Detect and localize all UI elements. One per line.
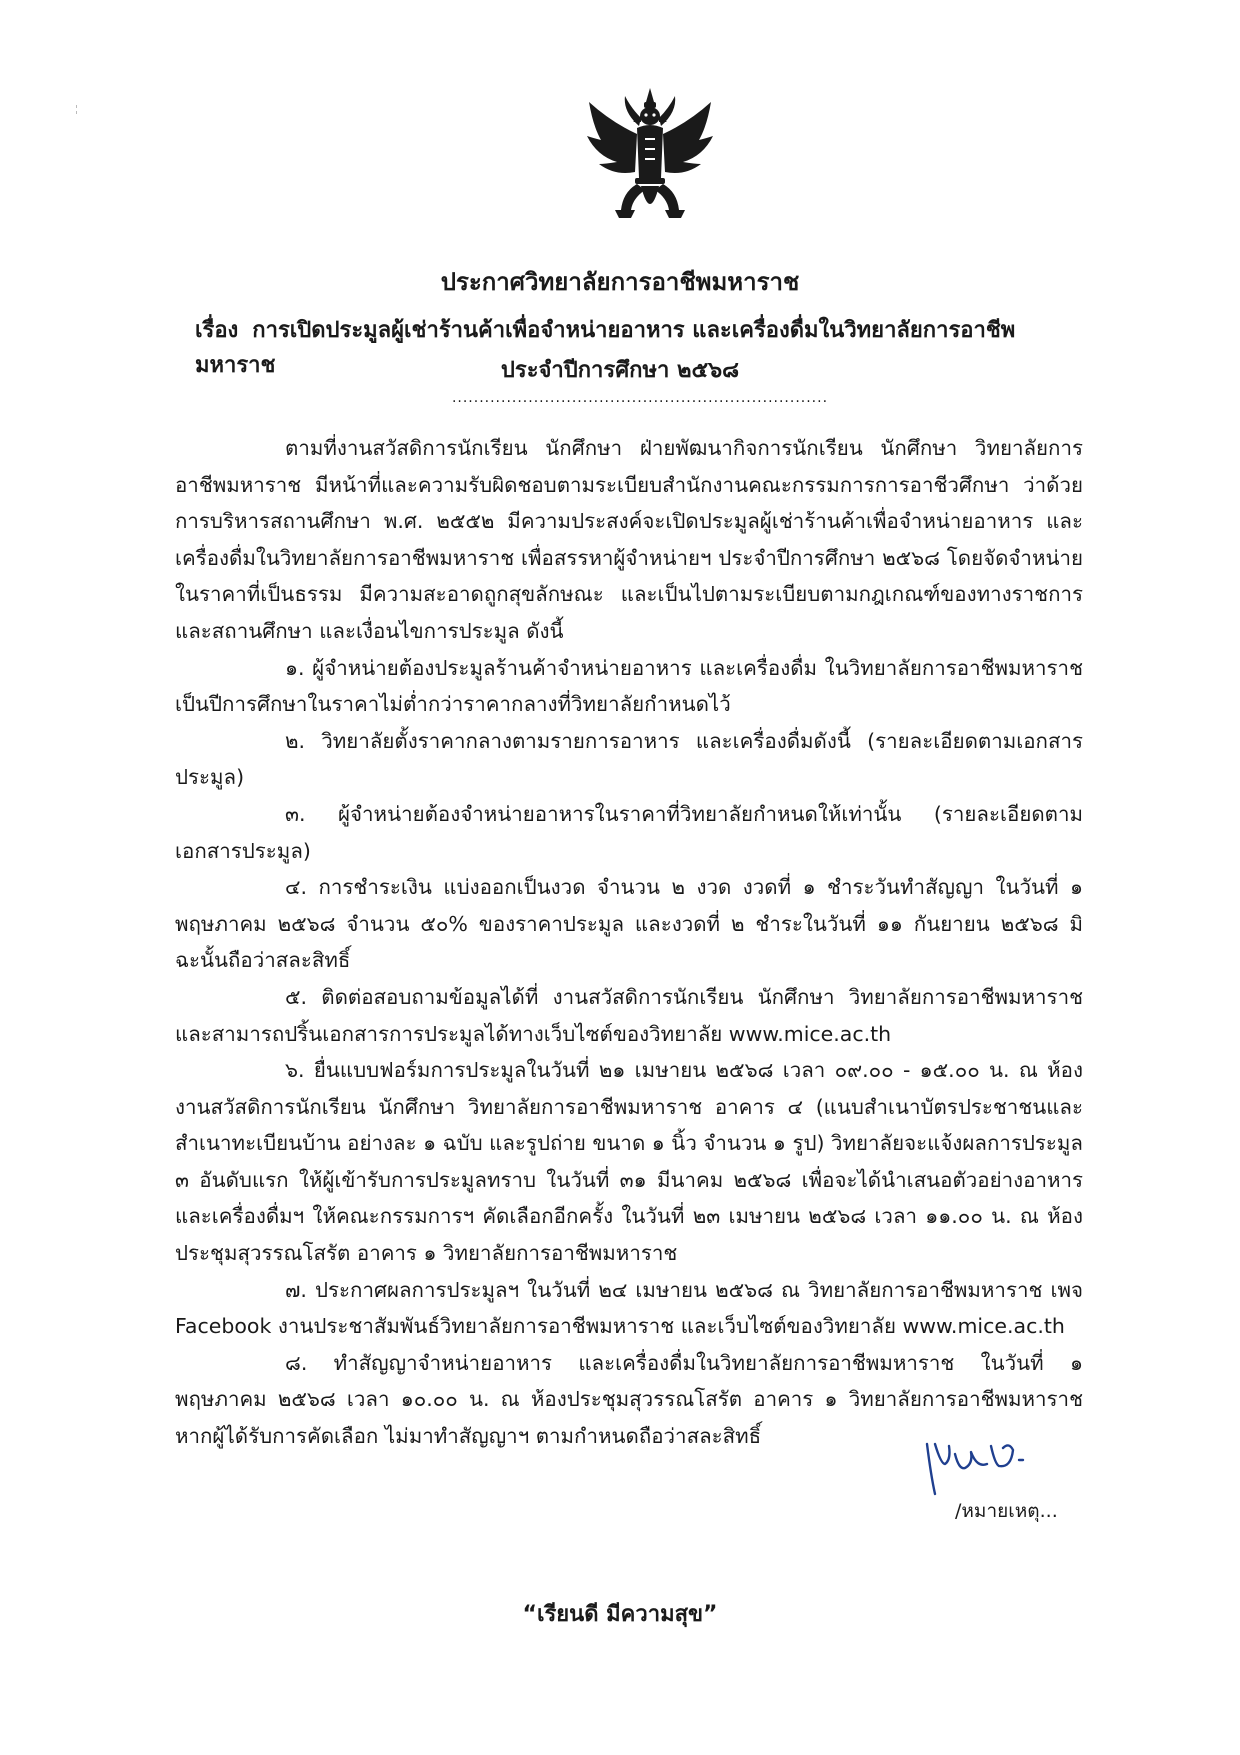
intro-paragraph: ตามที่งานสวัสดิการนักเรียน นักศึกษา ฝ่ายพัฒนากิจการนักเรียน นักศึกษา วิทยาลัยการอาชีพมหาราช มีหน้าที่และความรับผิดชอบตามระเบียบสำนักงานคณะกรรมการการอาชีวศึกษา ว่าด้วยการบริหารสถานศึกษา พ.ศ. ๒๕๕๒ มีความประสงค์จะเปิดประมูลผู้เช่าร้านค้าเพื่อจำหน่ายอาหาร และเครื่องดื่มในวิทยาลัยการอาชีพมหาราช เพื่อสรรหาผู้จำหน่ายฯ ประจำปีการศึกษา ๒๕๖๘ โดยจัดจำหน่ายในราคาที่เป็นธรรม มีความสะอาดถูกสุขลักษณะ และเป็นไปตามระเบียบตามกฎเกณฑ์ของทางราชการและสถานศึกษา และเงื่อนไขการประมูล ดังนี้ — [175, 436, 1083, 643]
continuation-note: /หมายเหตุ... — [955, 1500, 1058, 1522]
subject-line-2: ประจำปีการศึกษา ๒๕๖๘ — [500, 358, 740, 383]
subject-label: เรื่อง — [195, 318, 239, 343]
announcement-title: ประกาศวิทยาลัยการอาชีพมหาราช — [440, 268, 800, 296]
motto: “เรียนดี มีความสุข” — [522, 1602, 718, 1627]
handwritten-signature — [915, 1424, 1065, 1504]
condition-item-2: ๒. วิทยาลัยตั้งราคากลางตามรายการอาหาร และเครื่องดื่มดังนี้ (รายละเอียดตามเอกสารประมูล) — [175, 728, 1083, 790]
condition-item-1: ๑. ผู้จำหน่ายต้องประมูลร้านค้าจำหน่ายอาหาร และเครื่องดื่ม ในวิทยาลัยการอาชีพมหาราช เป็นปีการศึกษาในราคาไม่ต่ำกว่าราคากลางที่วิทยาลัยกำหนดไว้ — [175, 655, 1083, 717]
condition-item-7: ๗. ประกาศผลการประมูลฯ ในวันที่ ๒๔ เมษายน ๒๕๖๘ ณ วิทยาลัยการอาชีพมหาราช เพจ Facebook งานประชาสัมพันธ์วิทยาลัยการอาชีพมหาราช และเว็บไซต์ของวิทยาลัย www.mice.ac.th — [175, 1277, 1083, 1339]
subject-text: การเปิดประมูลผู้เช่าร้านค้าเพื่อจำหน่ายอาหาร และเครื่องดื่มในวิทยาลัยการอาชีพมหาราช — [195, 318, 1016, 378]
condition-item-5: ๕. ติดต่อสอบถามข้อมูลได้ที่ งานสวัสดิการนักเรียน นักศึกษา วิทยาลัยการอาชีพมหาราช และสามารถปริ้นเอกสารการประมูลได้ทางเว็บไซต์ของวิทยาลัย www.mice.ac.th — [175, 984, 1083, 1046]
condition-item-3: ๓. ผู้จำหน่ายต้องจำหน่ายอาหารในราคาที่วิทยาลัยกำหนดให้เท่านั้น (รายละเอียดตามเอกสารประมูล) — [175, 801, 1083, 863]
condition-item-8: ๘. ทำสัญญาจำหน่ายอาหาร และเครื่องดื่มในวิทยาลัยการอาชีพมหาราช ในวันที่ ๑ พฤษภาคม ๒๕๖๘ เวลา ๑๐.๐๐ น. ณ ห้องประชุมสุวรรณโสรัต อาคาร ๑ วิทยาลัยการอาชีพมหาราช หากผู้ได้รับการคัดเลือก ไม่มาทำสัญญาฯ ตามกำหนดถือว่าสละสิทธิ์ — [175, 1350, 1083, 1449]
condition-item-6: ๖. ยื่นแบบฟอร์มการประมูลในวันที่ ๒๑ เมษายน ๒๕๖๘ เวลา ๐๙.๐๐ - ๑๕.๐๐ น. ณ ห้องงานสวัสดิการนักเรียน นักศึกษา วิทยาลัยการอาชีพมหาราช อาคาร ๔ (แนบสำเนาบัตรประชาชนและสำเนาทะเบียนบ้าน อย่างละ ๑ ฉบับ และรูปถ่าย ขนาด ๑ นิ้ว จำนวน ๑ รูป) วิทยาลัยจะแจ้งผลการประมูล ๓ อันดับแรก ให้ผู้เข้ารับการประมูลทราบ ในวันที่ ๓๑ มีนาคม ๒๕๖๘ เพื่อจะได้นำเสนอตัวอย่างอาหาร และเครื่องดื่มฯ ให้คณะกรรมการฯ คัดเลือกอีกครั้ง ในวันที่ ๒๓ เมษายน ๒๕๖๘ เวลา ๑๑.๐๐ น. ณ ห้องประชุมสุวรรณโสรัต อาคาร ๑ วิทยาลัยการอาชีพมหาราช — [175, 1058, 1083, 1266]
condition-item-4: ๔. การชำระเงิน แบ่งออกเป็นงวด จำนวน ๒ งวด งวดที่ ๑ ชำระวันทำสัญญา ในวันที่ ๑ พฤษภาคม ๒๕๖๘ จำนวน ๕๐% ของราคาประมูล และงวดที่ ๒ ชำระในวันที่ ๑๑ กันยายน ๒๕๖๘ มิฉะนั้นถือว่าสละสิทธิ์ — [175, 875, 1083, 973]
garuda-emblem-icon — [575, 82, 725, 232]
announcement-body — [175, 430, 1083, 1455]
scan-speck — [75, 100, 78, 110]
separator-line: ..................................................................... — [451, 390, 829, 406]
